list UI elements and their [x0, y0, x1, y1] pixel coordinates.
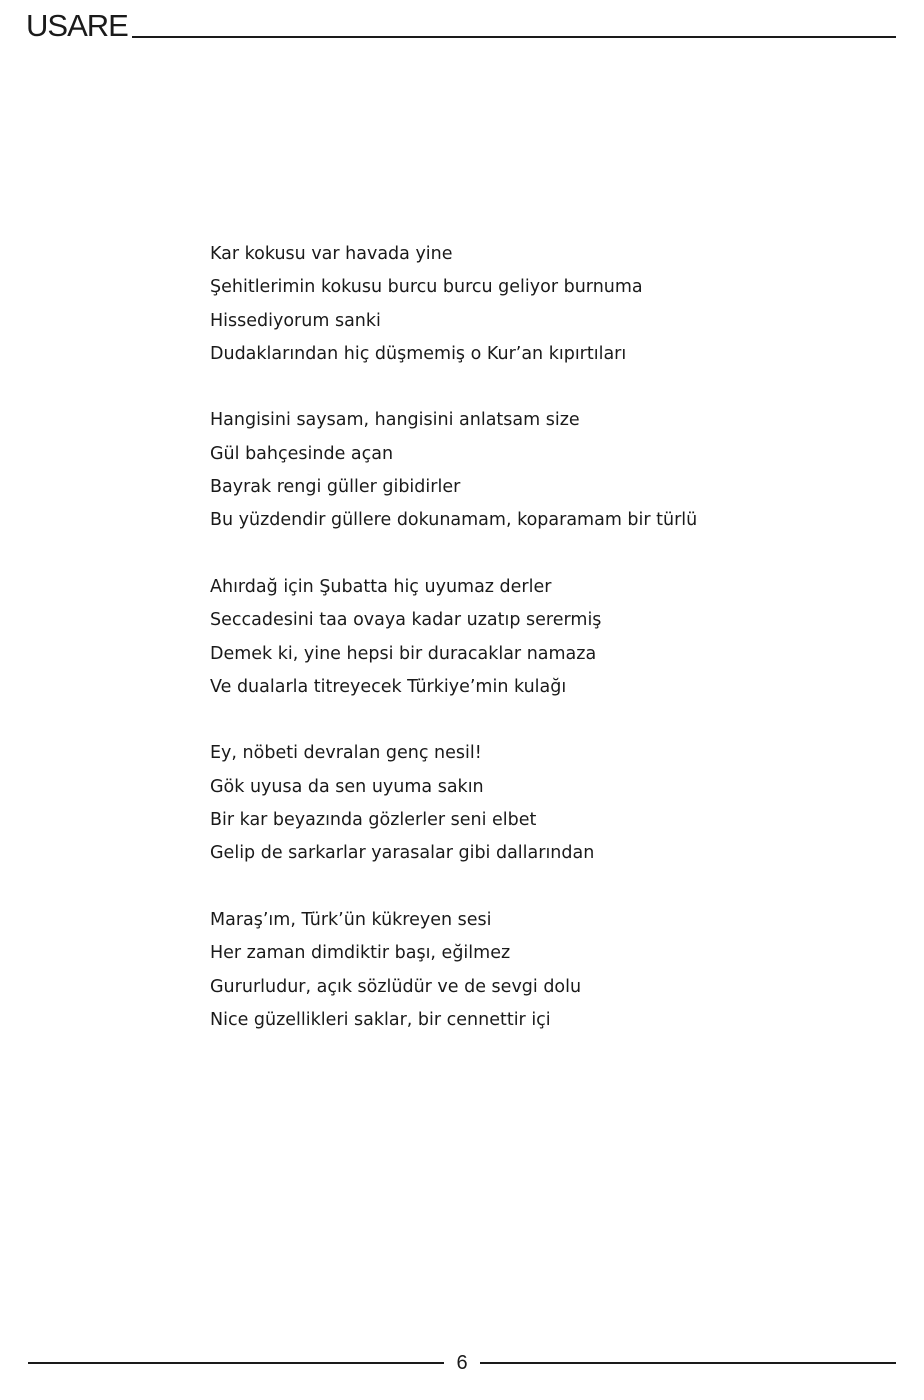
- poem-line: Ey, nöbeti devralan genç nesil!: [210, 743, 482, 764]
- page-number: 6: [456, 1352, 468, 1374]
- poem-line: Gelip de sarkarlar yarasalar gibi dallarından: [210, 843, 595, 864]
- stanza-1: [210, 238, 850, 371]
- footer-rule-right: [480, 1362, 896, 1364]
- poem-line: Dudaklarından hiç düşmemiş o Kur’an kıpırtıları: [210, 343, 627, 364]
- poem-line: Seccadesini taa ovaya kadar uzatıp serermiş: [210, 610, 602, 631]
- poem-line: Demek ki, yine hepsi bir duracaklar namaza: [210, 643, 597, 664]
- stanza-2: [210, 404, 850, 537]
- stanza-4: [210, 737, 850, 870]
- poem-line: Gül bahçesinde açan: [210, 443, 394, 464]
- poem-line: Gururludur, açık sözlüdür ve de sevgi dolu: [210, 976, 582, 997]
- header-rule: [132, 36, 896, 38]
- page-footer: [28, 1350, 896, 1376]
- poem-line: Hissediyorum sanki: [210, 310, 381, 331]
- poem-line: Bu yüzdendir güllere dokunamam, koparamam bir türlü: [210, 510, 698, 531]
- poem-line: Her zaman dimdiktir başı, eğilmez: [210, 943, 511, 964]
- footer-rule-left: [28, 1362, 444, 1364]
- poem-line: Bayrak rengi güller gibidirler: [210, 477, 461, 498]
- poem-line: Kar kokusu var havada yine: [210, 244, 453, 264]
- stanza-5: [210, 904, 850, 1037]
- poem-line: Şehitlerimin kokusu burcu burcu geliyor burnuma: [210, 277, 643, 298]
- publication-title: USARE: [26, 8, 128, 43]
- poem-line: Nice güzellikleri saklar, bir cennettir içi: [210, 1009, 551, 1030]
- poem-line: Maraş’ım, Türk’ün kükreyen sesi: [210, 909, 492, 930]
- poem-line: Ve dualarla titreyecek Türkiye’min kulağı: [210, 676, 567, 697]
- poem-line: Ahırdağ için Şubatta hiç uyumaz derler: [210, 576, 552, 597]
- poem: [210, 238, 850, 1037]
- poem-line: Gök uyusa da sen uyuma sakın: [210, 776, 484, 797]
- poem-line: Hangisini saysam, hangisini anlatsam size: [210, 410, 580, 431]
- poem-line: Bir kar beyazında gözlerler seni elbet: [210, 810, 537, 831]
- stanza-3: [210, 571, 850, 704]
- page-header: [26, 8, 896, 42]
